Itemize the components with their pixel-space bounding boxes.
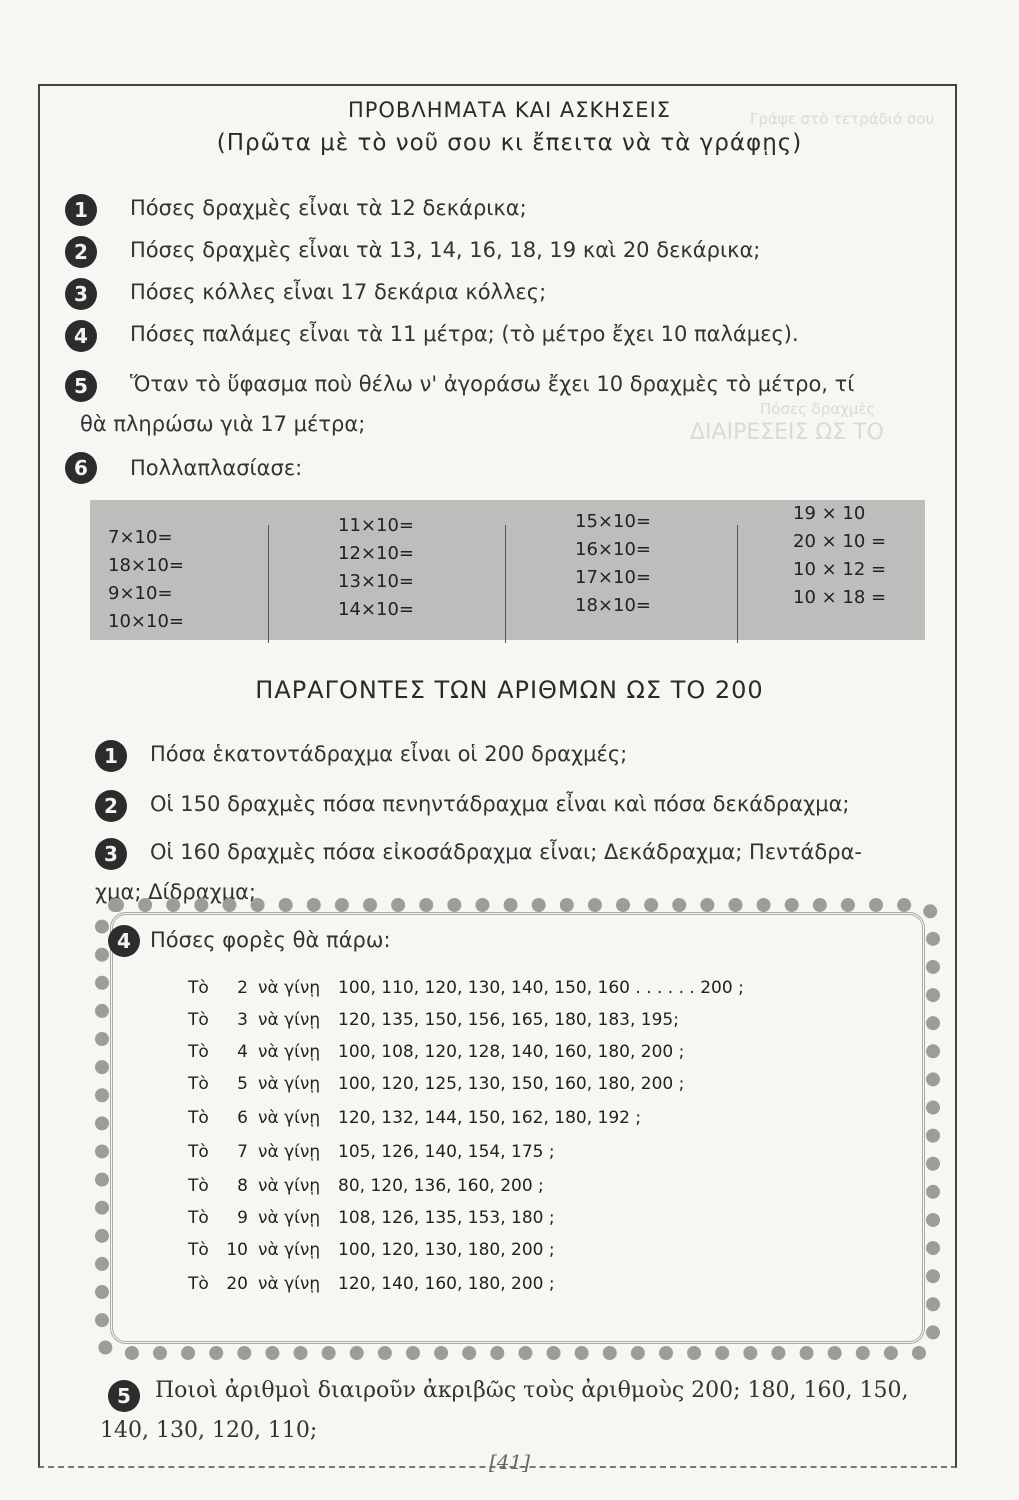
multiplication-column-2 <box>338 512 414 624</box>
page-number: [41] <box>488 1450 531 1474</box>
mult-item: 15×10= <box>575 511 651 532</box>
mult-item: 18×10= <box>108 555 184 576</box>
question-number-4: 4 <box>108 925 140 957</box>
question-5: Ποιοὶ ἀριθμοὶ διαιροῦν ἀκριβῶς τοὺς ἀριθμοὺς 200; 180, 160, 150, <box>155 1378 909 1403</box>
list-item: Τὸ 3 νὰ γίνῃ 120, 135, 150, 156, 165, 180, 183, 195; <box>188 1010 679 1030</box>
problem-number-4: 4 <box>65 320 97 352</box>
list-item: Τὸ 20 νὰ γίνῃ 120, 140, 160, 180, 200 ; <box>188 1274 555 1294</box>
multiplication-column-3 <box>575 508 651 620</box>
page-title: ΠΡΟΒΛΗΜΑΤΑ ΚΑΙ ΑΣΚΗΣΕΙΣ <box>347 98 672 122</box>
list-item: Τὸ 7 νὰ γίνῃ 105, 126, 140, 154, 175 ; <box>188 1142 555 1162</box>
mult-item: 13×10= <box>338 571 414 592</box>
problem-5-continued: θὰ πληρώσω γιὰ 17 μέτρα; <box>80 412 366 436</box>
section-title: ΠΑΡΑΓΟΝΤΕΣ ΤΩΝ ΑΡΙΘΜΩΝ ΩΣ ΤΟ 200 <box>255 676 764 704</box>
multiplication-column-4 <box>793 500 886 612</box>
mult-item: 10 × 12 = <box>793 559 887 580</box>
problem-1: Πόσες δραχμὲς εἶναι τὰ 12 δεκάρικα; <box>130 196 527 220</box>
page-subtitle: (Πρῶτα μὲ τὸ νοῦ σου κι ἔπειτα νὰ τὰ γράφῃς) <box>216 130 803 156</box>
problem-number-2: 2 <box>65 236 97 268</box>
question-number-3: 3 <box>95 838 127 870</box>
mult-item: 10 × 18 = <box>793 587 887 608</box>
mult-item: 12×10= <box>338 543 414 564</box>
question-5-continued: 140, 130, 120, 110; <box>100 1418 318 1443</box>
mult-item: 20 × 10 = <box>793 531 887 552</box>
list-item: Τὸ 10 νὰ γίνῃ 100, 120, 130, 180, 200 ; <box>188 1240 555 1260</box>
mult-item: 11×10= <box>338 515 414 536</box>
mult-item: 16×10= <box>575 539 651 560</box>
mult-item: 14×10= <box>338 599 414 620</box>
question-3: Οἱ 160 δραχμὲς πόσα εἰκοσάδραχμα εἶναι; Δεκάδραχμα; Πεντάδρα- <box>150 840 863 864</box>
list-item: Τὸ 2 νὰ γίνῃ 100, 110, 120, 130, 140, 150, 160 . . . . . . 200 ; <box>188 978 744 998</box>
column-divider <box>268 525 269 643</box>
problem-5: Ὅταν τὸ ὕφασμα ποὺ θέλω ν' ἀγοράσω ἔχει 10 δραχμὲς τὸ μέτρο, τί <box>130 372 855 396</box>
problem-2: Πόσες δραχμὲς εἶναι τὰ 13, 14, 16, 18, 19 καὶ 20 δεκάρικα; <box>130 238 761 262</box>
question-number-2: 2 <box>95 790 127 822</box>
question-1: Πόσα ἑκατοντάδραχμα εἶναι οἱ 200 δραχμές; <box>150 742 628 766</box>
problem-number-6: 6 <box>65 452 97 484</box>
question-3-continued: χμα; Δίδραχμα; <box>95 880 256 904</box>
question-number-1: 1 <box>95 740 127 772</box>
mult-item: 7×10= <box>108 527 173 548</box>
column-divider <box>737 525 738 643</box>
question-number-5: 5 <box>108 1380 140 1412</box>
mult-item: 17×10= <box>575 567 651 588</box>
mult-item: 19 × 10 <box>793 503 866 524</box>
column-divider <box>505 525 506 643</box>
problem-number-3: 3 <box>65 278 97 310</box>
mult-item: 18×10= <box>575 595 651 616</box>
list-item: Τὸ 5 νὰ γίνῃ 100, 120, 125, 130, 150, 160, 180, 200 ; <box>188 1074 685 1094</box>
problem-3: Πόσες κόλλες εἶναι 17 δεκάρια κόλλες; <box>130 280 547 304</box>
list-item: Τὸ 6 νὰ γίνῃ 120, 132, 144, 150, 162, 180, 192 ; <box>188 1108 642 1128</box>
list-item: Τὸ 8 νὰ γίνῃ 80, 120, 136, 160, 200 ; <box>188 1176 544 1196</box>
multiplication-column-1 <box>108 524 184 636</box>
problem-6: Πολλαπλασίασε: <box>130 456 303 480</box>
problem-number-1: 1 <box>65 194 97 226</box>
list-item: Τὸ 4 νὰ γίνῃ 100, 108, 120, 128, 140, 160, 180, 200 ; <box>188 1042 685 1062</box>
list-item: Τὸ 9 νὰ γίνῃ 108, 126, 135, 153, 180 ; <box>188 1208 555 1228</box>
question-2: Οἱ 150 δραχμὲς πόσα πενηντάδραχμα εἶναι καὶ πόσα δεκάδραχμα; <box>150 792 850 816</box>
mult-item: 10×10= <box>108 611 184 632</box>
problem-4: Πόσες παλάμες εἶναι τὰ 11 μέτρα; (τὸ μέτρο ἔχει 10 παλάμες). <box>130 322 799 346</box>
mult-item: 9×10= <box>108 583 173 604</box>
question-4: Πόσες φορὲς θὰ πάρω: <box>150 928 391 952</box>
problem-number-5: 5 <box>65 370 97 402</box>
